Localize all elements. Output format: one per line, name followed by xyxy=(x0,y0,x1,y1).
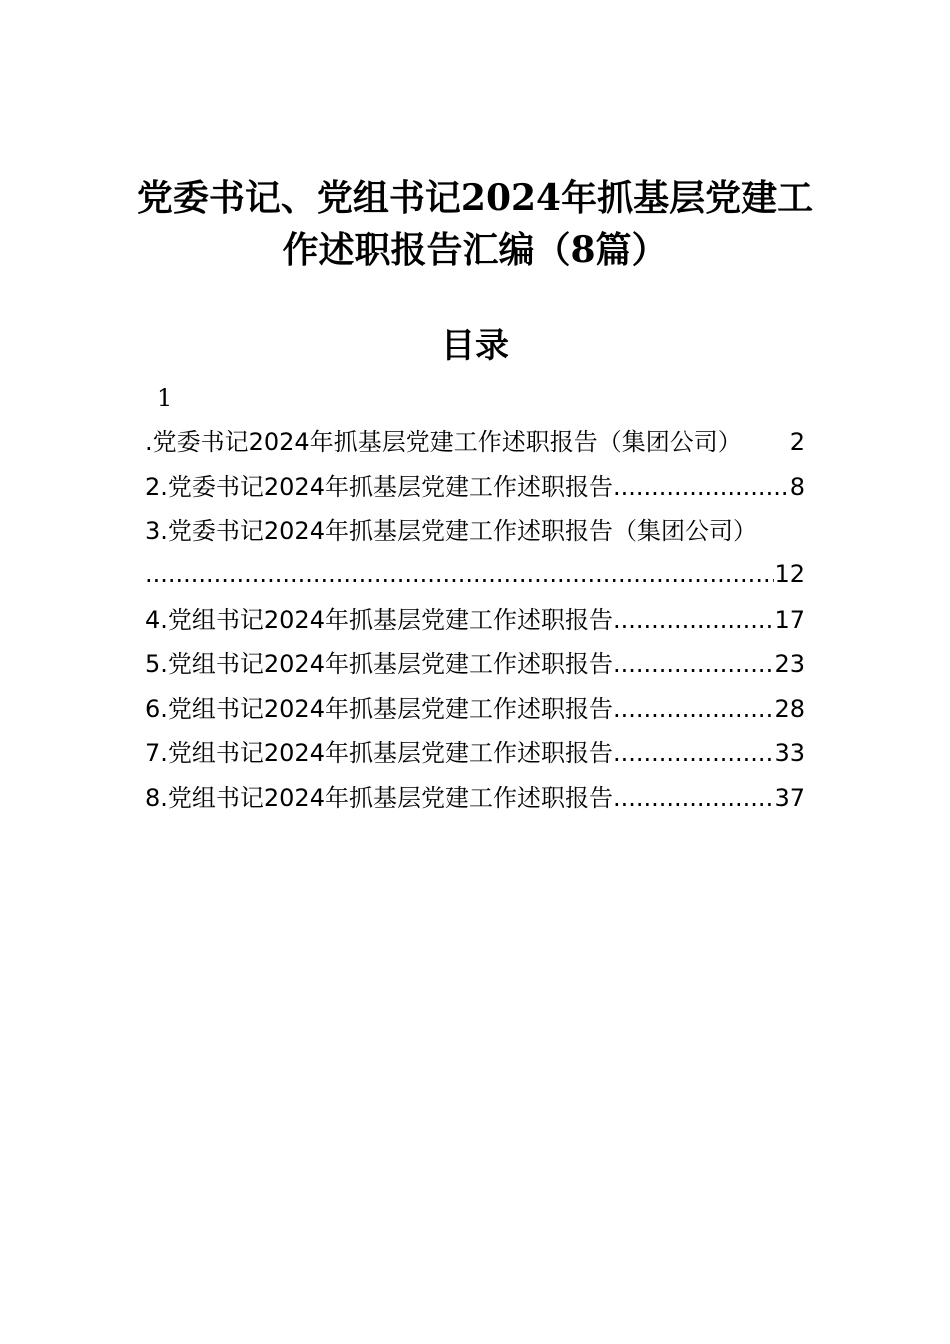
toc-leader xyxy=(613,689,774,729)
toc-leader xyxy=(145,554,774,594)
toc-first-number: 1 xyxy=(157,384,173,412)
toc-page-number: 23 xyxy=(774,650,805,678)
toc-entry-label: 3.党委书记2024年抓基层党建工作述职报告（集团公司） xyxy=(145,517,757,545)
toc-entry-4[interactable] xyxy=(145,600,805,640)
toc-entry-label: 7.党组书记2024年抓基层党建工作述职报告 xyxy=(145,739,613,767)
toc-leader xyxy=(613,644,774,684)
toc-entry-2[interactable] xyxy=(145,467,805,507)
toc-page-number: 12 xyxy=(774,560,805,588)
toc-page-number: 17 xyxy=(774,606,805,634)
document-title xyxy=(100,172,850,276)
toc-leader xyxy=(613,733,774,773)
toc-page-number: 28 xyxy=(774,695,805,723)
document-title-line-1: 党委书记、党组书记2024年抓基层党建工 xyxy=(136,177,814,219)
toc-page-number: 8 xyxy=(789,473,805,501)
toc-entry-5[interactable] xyxy=(145,644,805,684)
toc-page-number: 37 xyxy=(774,784,805,812)
toc-entry-label: 2.党委书记2024年抓基层党建工作述职报告 xyxy=(145,473,613,501)
toc-heading: 目录 xyxy=(441,326,509,366)
toc-entry-label: 8.党组书记2024年抓基层党建工作述职报告 xyxy=(145,784,613,812)
toc-page-number: 33 xyxy=(774,739,805,767)
toc-entry-label: 4.党组书记2024年抓基层党建工作述职报告 xyxy=(145,606,613,634)
toc-entry-8[interactable] xyxy=(145,778,805,818)
toc-leader xyxy=(613,600,774,640)
toc-entry-label: 6.党组书记2024年抓基层党建工作述职报告 xyxy=(145,695,613,723)
toc-leader xyxy=(613,778,774,818)
toc-entry-3[interactable] xyxy=(145,511,805,551)
document-title-line-2: 作述职报告汇编（8篇） xyxy=(282,229,668,271)
toc-leader xyxy=(613,467,790,507)
toc-entry-6[interactable] xyxy=(145,689,805,729)
toc-entry-label: .党委书记2024年抓基层党建工作述职报告（集团公司） xyxy=(145,428,742,456)
toc-entry-3-continued[interactable] xyxy=(145,554,805,594)
toc-entry-7[interactable] xyxy=(145,733,805,773)
toc-page-number: 2 xyxy=(789,428,805,456)
toc-entry-label: 5.党组书记2024年抓基层党建工作述职报告 xyxy=(145,650,613,678)
toc-entry-1[interactable] xyxy=(145,422,805,462)
